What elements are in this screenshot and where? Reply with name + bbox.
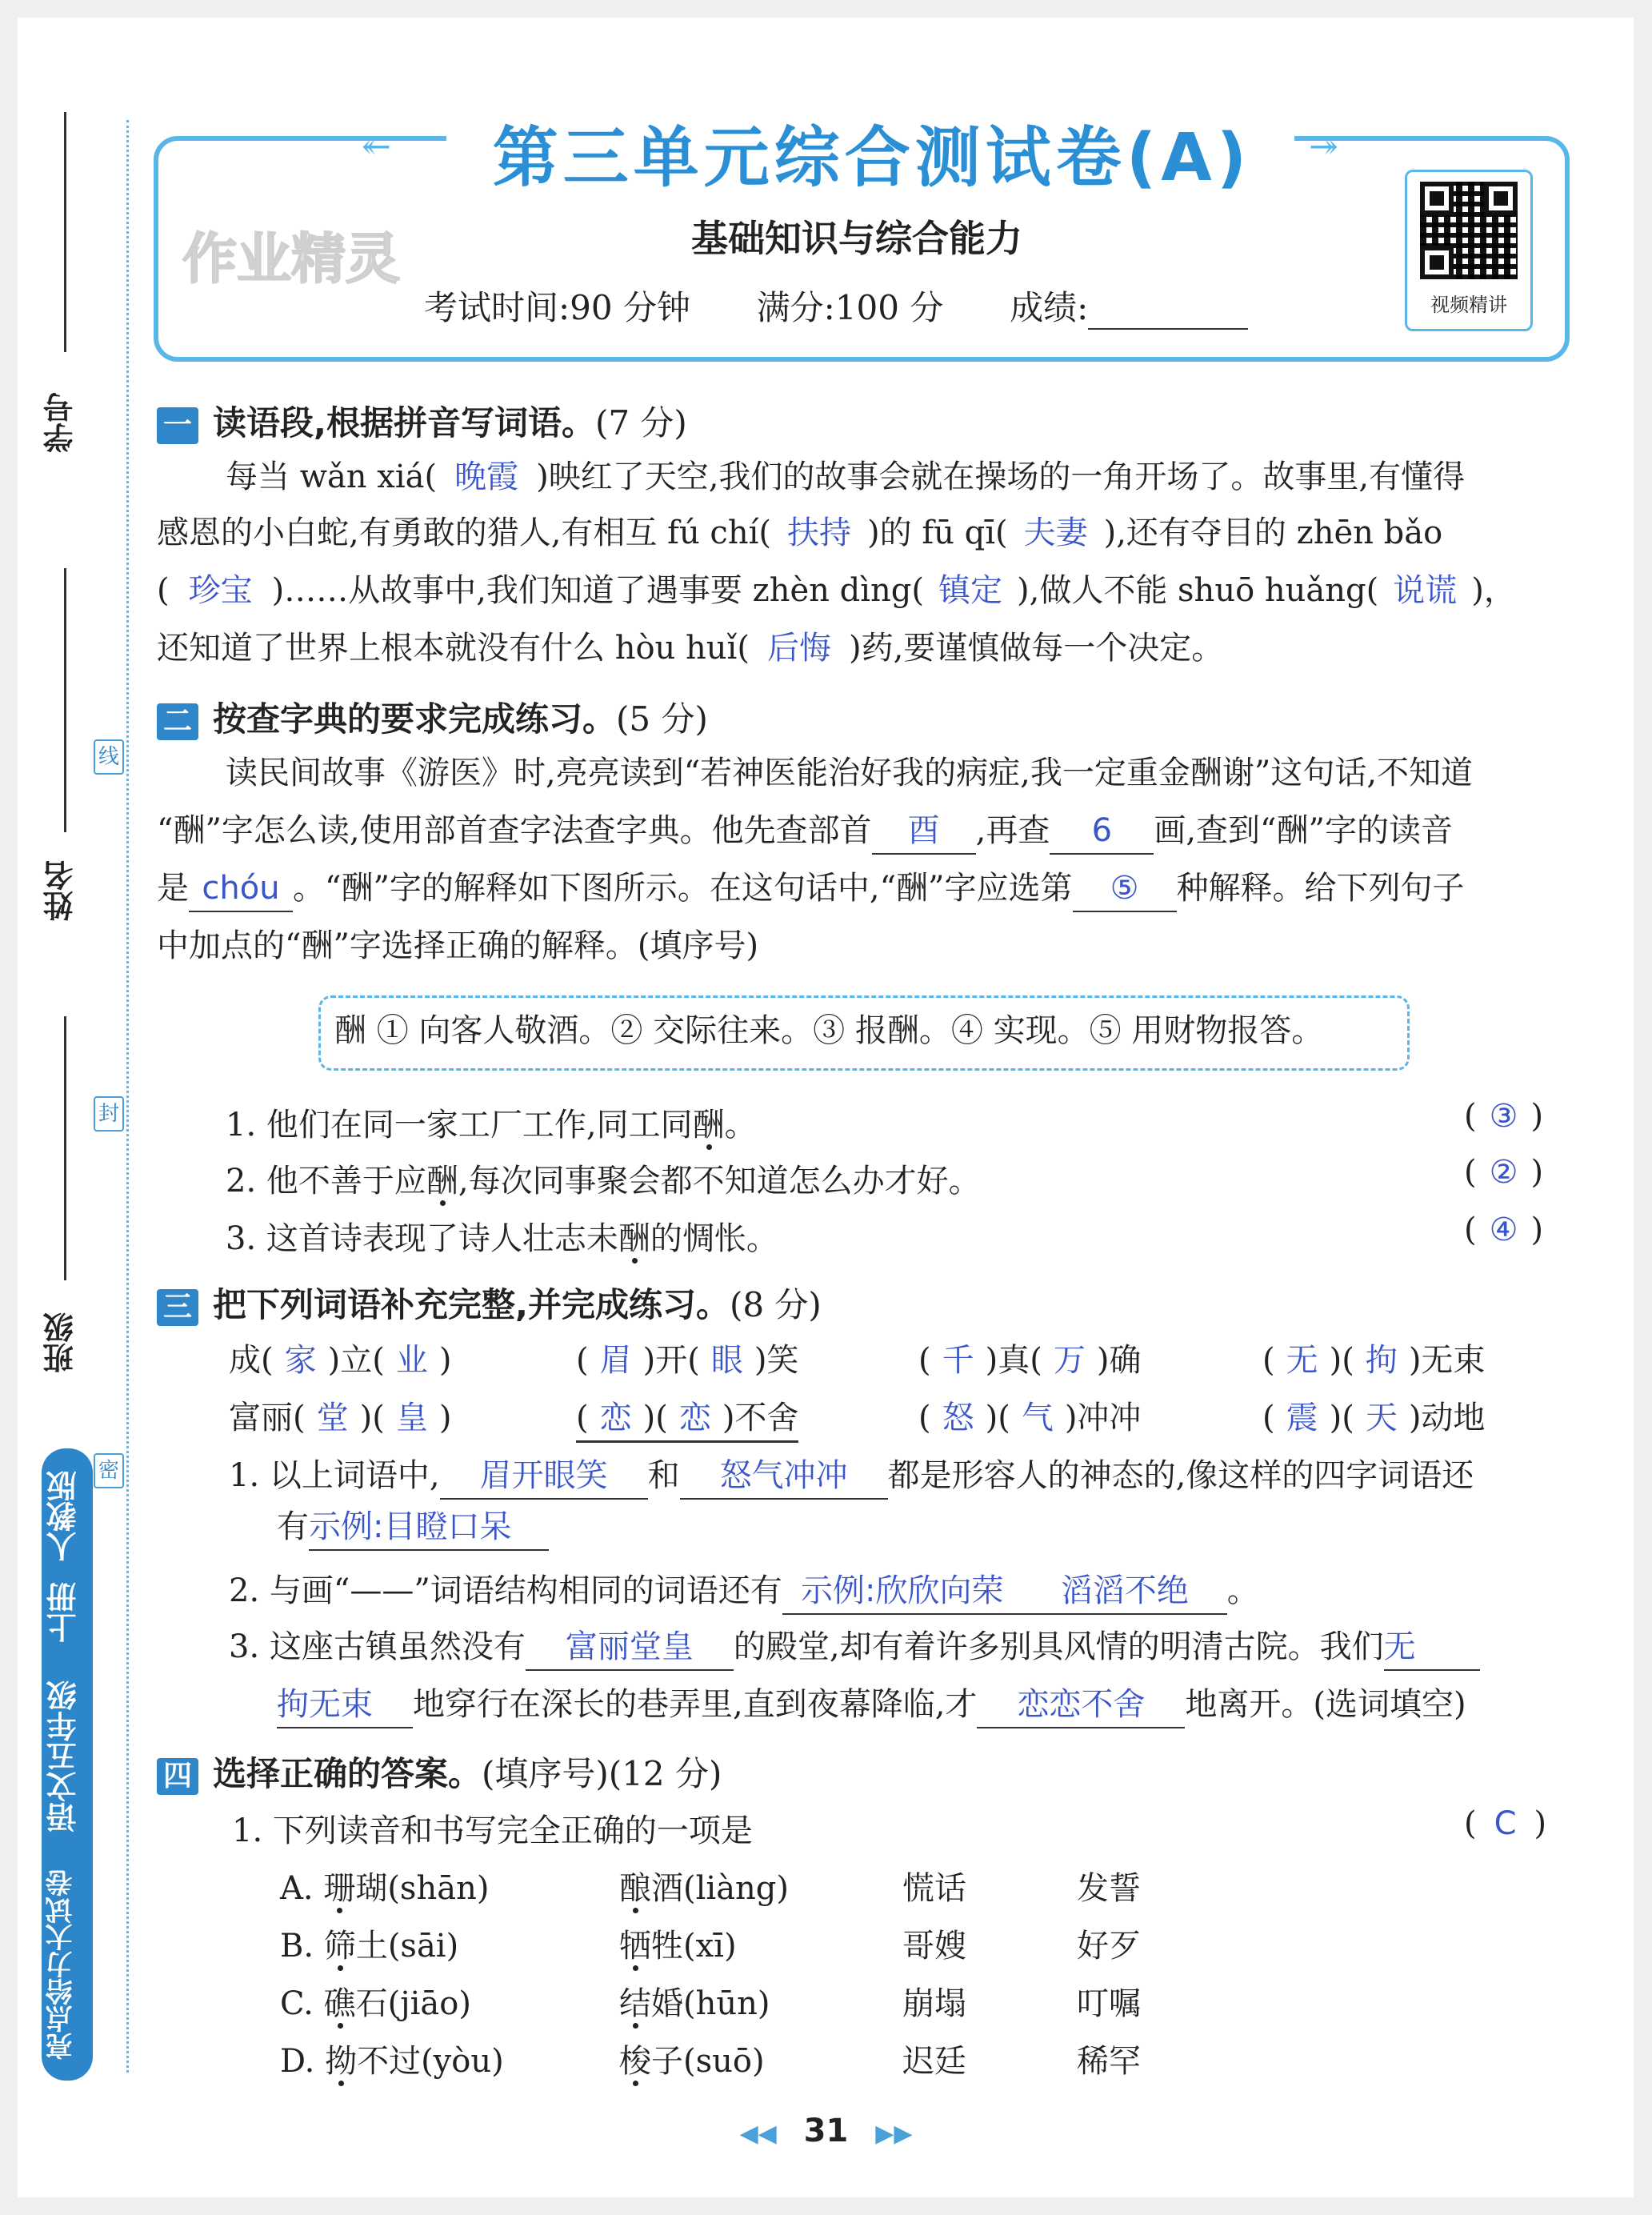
volume: 上册 xyxy=(46,1582,82,1643)
section2-title: 按查字典的要求完成练习。 xyxy=(213,699,617,739)
next-arrow-icon: ▶▶ xyxy=(875,2120,913,2148)
seal-secret-mark: 密 xyxy=(94,1453,124,1488)
seal-line-mark: 线 xyxy=(94,739,124,775)
section2-heading xyxy=(157,693,708,741)
option-a-2: 酿酒(liàng) xyxy=(619,1870,790,1907)
q2-answer-1: 示例:欣欣向荣 xyxy=(782,1568,1022,1615)
s2-text: 画,查到“酬”字的读音 xyxy=(1154,812,1453,849)
watermark: 作业精灵 xyxy=(182,228,401,291)
s1-line4 xyxy=(157,626,1223,671)
s2-text: 种解释。给下列句子 xyxy=(1176,870,1465,907)
s1-line1 xyxy=(226,455,1465,499)
s1-text: ),还有夺目的 zhēn bǎo xyxy=(1103,515,1443,551)
s1-text: 还知道了世界上根本就没有什么 hòu huǐ( xyxy=(157,630,750,667)
pronunciation-answer: chóu xyxy=(189,866,293,912)
section4-number: 四 xyxy=(157,1758,198,1795)
option-b-4: 好歹 xyxy=(1077,1928,1141,1965)
item-answer: ④ xyxy=(1489,1212,1518,1248)
section2-number: 二 xyxy=(157,703,198,740)
item-text: 1. 他们在同一家工厂工作,同工同 xyxy=(226,1107,693,1144)
edition: 人教版 xyxy=(46,1471,82,1562)
strokes-answer: 6 xyxy=(1050,808,1154,855)
option-d-2: 梭子(suō) xyxy=(619,2043,765,2080)
item-text: 2. 他不善于应 xyxy=(226,1163,426,1200)
item-text: ,每次同事聚会都不知道怎么办才好。 xyxy=(458,1163,981,1200)
s3-q3: 3. 这座古镇虽然没有 富丽堂皇 的殿堂,却有着许多别具风情的明清古院。我们无 xyxy=(229,1624,1480,1671)
section3-score: (8 分) xyxy=(729,1285,822,1324)
q3-answer-1: 富丽堂皇 xyxy=(526,1624,734,1671)
s4-q1: 1. 下列读音和书写完全正确的一项是 xyxy=(232,1812,753,1849)
series-name: 亮点给力大试卷 xyxy=(46,1869,78,2060)
answer-fuqi: 夫妻 xyxy=(1023,515,1088,551)
q1-answer-3: 示例:目瞪口呆 xyxy=(309,1504,549,1551)
book-series-tag xyxy=(42,1448,93,2081)
s1-line3 xyxy=(157,568,1516,613)
idiom-6-underlined: ( 恋 )( 恋 )不舍 xyxy=(576,1396,798,1443)
page-title: 第三单元综合测试卷(A) xyxy=(492,120,1252,196)
s4-q1-answer: ( C ) xyxy=(1464,1805,1547,1842)
page-number: 31 xyxy=(803,2113,849,2149)
dotted-char: 酬 xyxy=(426,1163,458,1200)
section4-heading xyxy=(157,1748,722,1796)
option-c-3: 崩塌 xyxy=(902,1985,966,2022)
s2-item3 xyxy=(226,1216,778,1261)
qr-label: 视频精讲 xyxy=(1430,294,1507,316)
grade-subject: 语文五年级 xyxy=(46,1680,82,1832)
s2-line1: 读民间故事《游医》时,亮亮读到“若神医能治好我的病症,我一定重金酬谢”这句话,不知道 xyxy=(226,755,1474,791)
q3-answer-2b: 拘无束 xyxy=(277,1682,413,1728)
option-c-2: 结婚(hūn) xyxy=(619,1985,770,2022)
q1-answer-2: 怒气冲冲 xyxy=(680,1453,888,1500)
s2-item1-answer: ( ③ ) xyxy=(1464,1098,1544,1135)
s2-text: ,再查 xyxy=(975,812,1050,849)
s3-q3b: 拘无束 地穿行在深长的巷弄里,直到夜幕降临,才 恋恋不舍 地离开。(选词填空) xyxy=(277,1682,1466,1728)
s2-line2 xyxy=(157,808,1453,855)
qr-code-icon xyxy=(1420,182,1518,279)
name-line xyxy=(64,568,66,832)
option-a-4: 发誓 xyxy=(1077,1870,1141,1907)
left-ornament-icon: ↞ xyxy=(362,126,391,167)
student-id-line xyxy=(64,112,66,352)
item-answer: ③ xyxy=(1489,1098,1518,1135)
q3-answer-3: 恋恋不舍 xyxy=(977,1682,1185,1728)
grade-field[interactable] xyxy=(1088,296,1248,330)
item-text: 的惆怅。 xyxy=(650,1220,778,1257)
idiom-1: 成( 家 )立( 业 ) xyxy=(229,1342,452,1379)
dotted-char: 酬 xyxy=(618,1220,650,1257)
section3-number: 三 xyxy=(157,1289,198,1326)
idiom-8: ( 震 )( 天 )动地 xyxy=(1262,1400,1486,1436)
q1-answer-1: 眉开眼笑 xyxy=(440,1453,648,1500)
definition-choice-answer: ⑤ xyxy=(1073,866,1177,912)
s1-text: 感恩的小白蛇,有勇敢的猎人,有相互 fú chí( xyxy=(157,515,771,551)
s2-item2 xyxy=(226,1159,981,1204)
s2-text: 是 xyxy=(157,870,189,907)
dotted-char: 酬 xyxy=(692,1107,725,1144)
option-d: D. 拗不过(yòu) xyxy=(280,2043,504,2080)
answer-zhending: 镇定 xyxy=(938,572,1002,609)
radical-answer: 酉 xyxy=(872,808,976,855)
student-id-label: 学号 xyxy=(43,392,78,453)
item-text: 3. 这首诗表现了诗人壮志未 xyxy=(226,1220,618,1257)
answer-shuohuang: 说谎 xyxy=(1393,572,1458,609)
item-answer: ② xyxy=(1489,1154,1518,1191)
full-score-label: 满分:100 分 xyxy=(756,288,944,327)
q2-answer-2: 滔滔不绝 xyxy=(1022,1568,1227,1615)
option-a: A. 珊瑚(shān) xyxy=(280,1870,490,1907)
answer-wanxia: 晚霞 xyxy=(454,459,519,495)
right-ornament-icon: ↠ xyxy=(1309,126,1338,167)
section1-heading xyxy=(157,397,687,445)
section3-heading xyxy=(157,1279,822,1327)
video-qr-card[interactable] xyxy=(1405,170,1533,331)
item-text: 。 xyxy=(724,1107,757,1144)
answer-houhui: 后悔 xyxy=(766,630,831,667)
option-c: C. 礁石(jiāo) xyxy=(280,1985,471,2022)
s2-item3-answer: ( ④ ) xyxy=(1464,1212,1544,1248)
class-label: 班级 xyxy=(43,1312,78,1373)
option-d-3: 迟廷 xyxy=(902,2043,966,2080)
exam-info xyxy=(424,282,1248,330)
option-c-4: 叮嘱 xyxy=(1077,1985,1141,2022)
prev-arrow-icon: ◀◀ xyxy=(739,2120,777,2148)
s1-text: )映红了天空,我们的故事会就在操场的一角开场了。故事里,有懂得 xyxy=(536,459,1466,495)
section3-title: 把下列词语补充完整,并完成练习。 xyxy=(213,1285,730,1324)
s3-q1: 1. 以上词语中, 眉开眼笑 和 怒气冲冲 都是形容人的神态的,像这样的四字词语还 xyxy=(229,1453,1474,1500)
s2-text: “酬”字怎么读,使用部首查字法查字典。他先查部首 xyxy=(157,812,872,849)
idiom-4: ( 无 )( 拘 )无束 xyxy=(1262,1342,1486,1379)
grade-label: 成绩: xyxy=(1010,288,1089,327)
idiom-5: 富丽( 堂 )( 皇 ) xyxy=(229,1400,452,1436)
time-label: 考试时间:90 分钟 xyxy=(424,288,690,327)
definition-text: 酬 ① 向客人敬酒。② 交际往来。③ 报酬。④ 实现。⑤ 用财物报答。 xyxy=(334,1012,1324,1049)
s3-q2: 2. 与画“——”词语结构相同的词语还有 示例:欣欣向荣 滔滔不绝 。 xyxy=(229,1568,1259,1615)
section1-number: 一 xyxy=(157,407,198,444)
option-b: B. 筛土(sāi) xyxy=(280,1928,459,1965)
seal-seal-mark: 封 xyxy=(94,1096,124,1132)
s1-text: ( xyxy=(157,572,170,609)
s1-text: )的 fū qī( xyxy=(867,515,1008,551)
idiom-7: ( 怒 )( 气 )冲冲 xyxy=(918,1400,1142,1436)
option-b-2: 牺牲(xī) xyxy=(619,1928,737,1965)
binding-dotted-line xyxy=(126,120,129,2073)
s1-text: )药,要谨慎做每一个决定。 xyxy=(848,630,1224,667)
s1-text: 每当 wǎn xiá( xyxy=(226,459,438,495)
section1-score: (7 分) xyxy=(594,403,687,443)
option-a-3: 慌话 xyxy=(902,1870,966,1907)
s2-item2-answer: ( ② ) xyxy=(1464,1154,1544,1191)
class-line xyxy=(64,1016,66,1280)
s1-line2 xyxy=(157,511,1442,555)
idiom-3: ( 千 )真( 万 )确 xyxy=(918,1342,1142,1379)
s1-text: ),做人不能 shuō huǎng( xyxy=(1017,572,1379,609)
s1-text: )， xyxy=(1471,572,1516,609)
idiom-2: ( 眉 )开( 眼 )笑 xyxy=(576,1342,799,1379)
section4-title: 选择正确的答案。 xyxy=(213,1754,482,1793)
s1-text: )……从故事中,我们知道了遇事要 zhèn dìng( xyxy=(271,572,924,609)
option-b-3: 哥嫂 xyxy=(902,1928,966,1965)
section4-score: (填序号)(12 分) xyxy=(482,1754,722,1793)
s2-line3 xyxy=(157,866,1465,912)
page-footer xyxy=(0,2113,1652,2149)
s2-item1 xyxy=(226,1103,757,1148)
answer-zhenbao: 珍宝 xyxy=(188,572,253,609)
q1-choice: C xyxy=(1494,1805,1517,1842)
section2-score: (5 分) xyxy=(616,699,708,739)
option-d-4: 稀罕 xyxy=(1077,2043,1141,2080)
name-label: 姓名 xyxy=(43,860,78,921)
s2-text: 。“酬”字的解释如下图所示。在这句话中,“酬”字应选第 xyxy=(293,870,1073,907)
section1-title: 读语段,根据拼音写词语。 xyxy=(213,403,595,443)
s3-q1b: 有示例:目瞪口呆 xyxy=(277,1504,549,1551)
answer-fuchi: 扶持 xyxy=(787,515,851,551)
page-subtitle: 基础知识与综合能力 xyxy=(691,217,1022,260)
s2-line4: 中加点的“酬”字选择正确的解释。(填序号) xyxy=(157,927,759,964)
q3-answer-2a: 无 xyxy=(1384,1624,1480,1671)
